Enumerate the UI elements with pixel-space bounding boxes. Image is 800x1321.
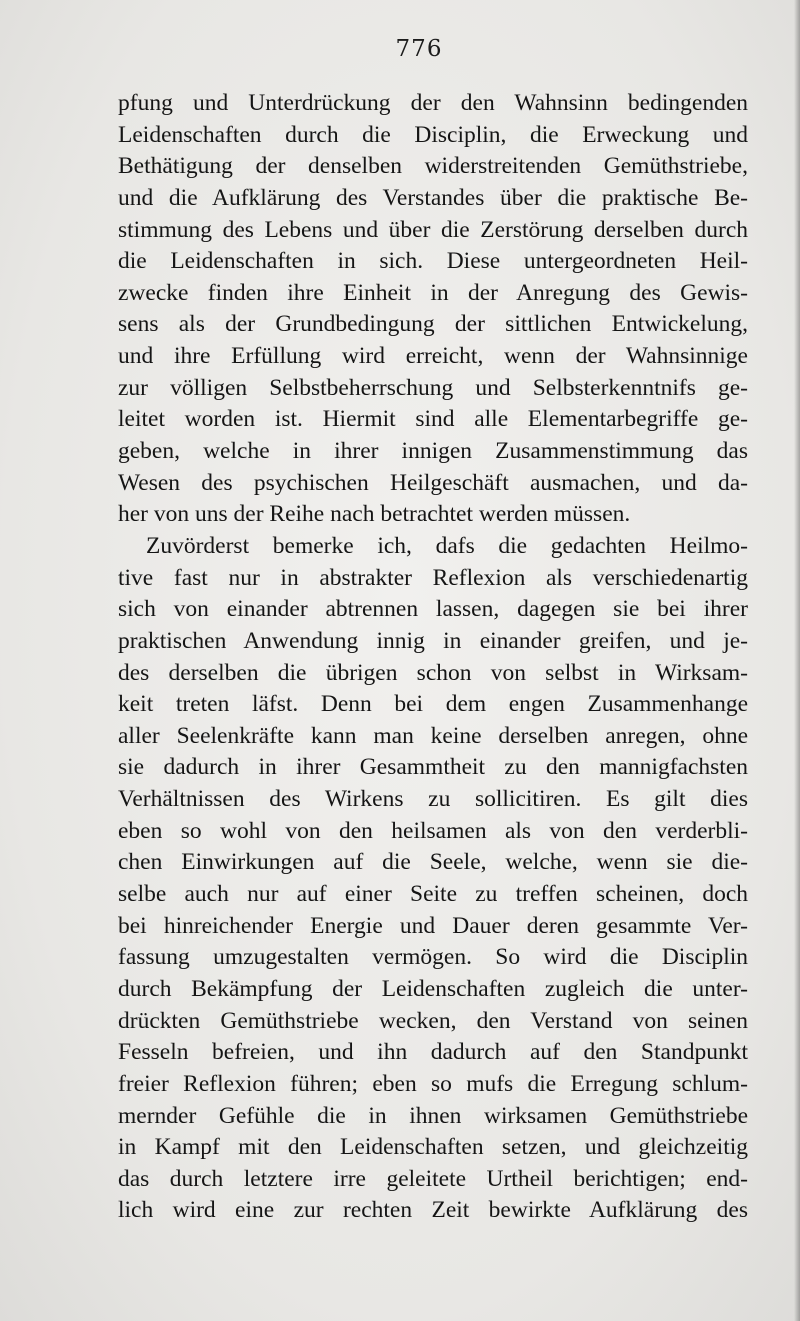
text-line: chen Einwirkungen auf die Seele, welche, wenn sie die-: [118, 849, 748, 876]
text-line: tive fast nur in abstrakter Reflexion als verschiedenartig: [118, 564, 748, 591]
text-line: des derselben die übrigen schon von selbst in Wirksam-: [118, 659, 748, 686]
text-line: aller Seelenkräfte kann man keine derselben anregen, ohne: [118, 722, 748, 749]
text-line: praktischen Anwendung innig in einander greifen, und je-: [118, 627, 748, 654]
page-edge-shadow: [794, 0, 800, 1321]
text-line: bei hinreichender Energie und Dauer deren gesammte Ver-: [118, 912, 748, 939]
text-line: Wesen des psychischen Heilgeschäft ausmachen, und da-: [118, 469, 748, 496]
text-line: in Kampf mit den Leidenschaften setzen, und gleichzeitig: [118, 1134, 748, 1161]
text-line: sich von einander abtrennen lassen, dagegen sie bei ihrer: [118, 596, 748, 623]
text-line: pfung und Unterdrückung der den Wahnsinn bedingenden: [118, 90, 748, 116]
text-line: geben, welche in ihrer innigen Zusammenstimmung das: [118, 438, 748, 465]
text-line: sens als der Grundbedingung der sittlichen Entwickelung,: [118, 311, 748, 338]
text-line: Leidenschaften durch die Disciplin, die Erweckung und: [118, 121, 748, 148]
text-line: zwecke finden ihre Einheit in der Anregung des Gewis-: [118, 279, 748, 306]
page-number: 776: [395, 36, 443, 62]
text-line: zur völligen Selbstbeherrschung und Selbsterkenntnifs ge-: [118, 374, 748, 401]
text-line: sie dadurch in ihrer Gesammtheit zu den mannigfachsten: [118, 754, 748, 781]
text-line: stimmung des Lebens und über die Zerstörung derselben durch: [118, 216, 748, 243]
text-line: Bethätigung der denselben widerstreitenden Gemüthstriebe,: [118, 153, 748, 180]
text-line: Verhältnissen des Wirkens zu sollicitiren. Es gilt dies: [118, 786, 748, 813]
text-line: Fesseln befreien, und ihn dadurch auf den Standpunkt: [118, 1039, 748, 1066]
text-line: die Leidenschaften in sich. Diese untergeordneten Heil-: [118, 248, 748, 275]
text-line: leitet worden ist. Hiermit sind alle Elementarbegriffe ge-: [118, 406, 748, 433]
text-line: lich wird eine zur rechten Zeit bewirkte Aufklärung des: [118, 1197, 748, 1224]
text-line: drückten Gemüthstriebe wecken, den Verstand von seinen: [118, 1007, 748, 1034]
text-line: Zuvörderst bemerke ich, dafs die gedachten Heilmo-: [146, 532, 748, 559]
text-line: her von uns der Reihe nach betrachtet werden müssen.: [118, 501, 631, 528]
text-line: eben so wohl von den heilsamen als von den verderbli-: [118, 817, 748, 844]
body-text: [118, 88, 748, 1227]
text-line: fassung umzugestalten vermögen. So wird die Disciplin: [118, 944, 748, 971]
text-line: freier Reflexion führen; eben so mufs die Erregung schlum-: [118, 1070, 748, 1097]
text-line: das durch letztere irre geleitete Urtheil berichtigen; end-: [118, 1165, 748, 1192]
text-line: durch Bekämpfung der Leidenschaften zugleich die unter-: [118, 975, 748, 1002]
text-line: und ihre Erfüllung wird erreicht, wenn der Wahnsinnige: [118, 343, 748, 370]
text-line: und die Aufklärung des Verstandes über die praktische Be-: [118, 184, 748, 211]
text-line: mernder Gefühle die in ihnen wirksamen Gemüthstriebe: [118, 1102, 748, 1129]
text-line: keit treten läfst. Denn bei dem engen Zusammenhange: [118, 691, 748, 718]
text-line: selbe auch nur auf einer Seite zu treffen scheinen, doch: [118, 881, 748, 908]
